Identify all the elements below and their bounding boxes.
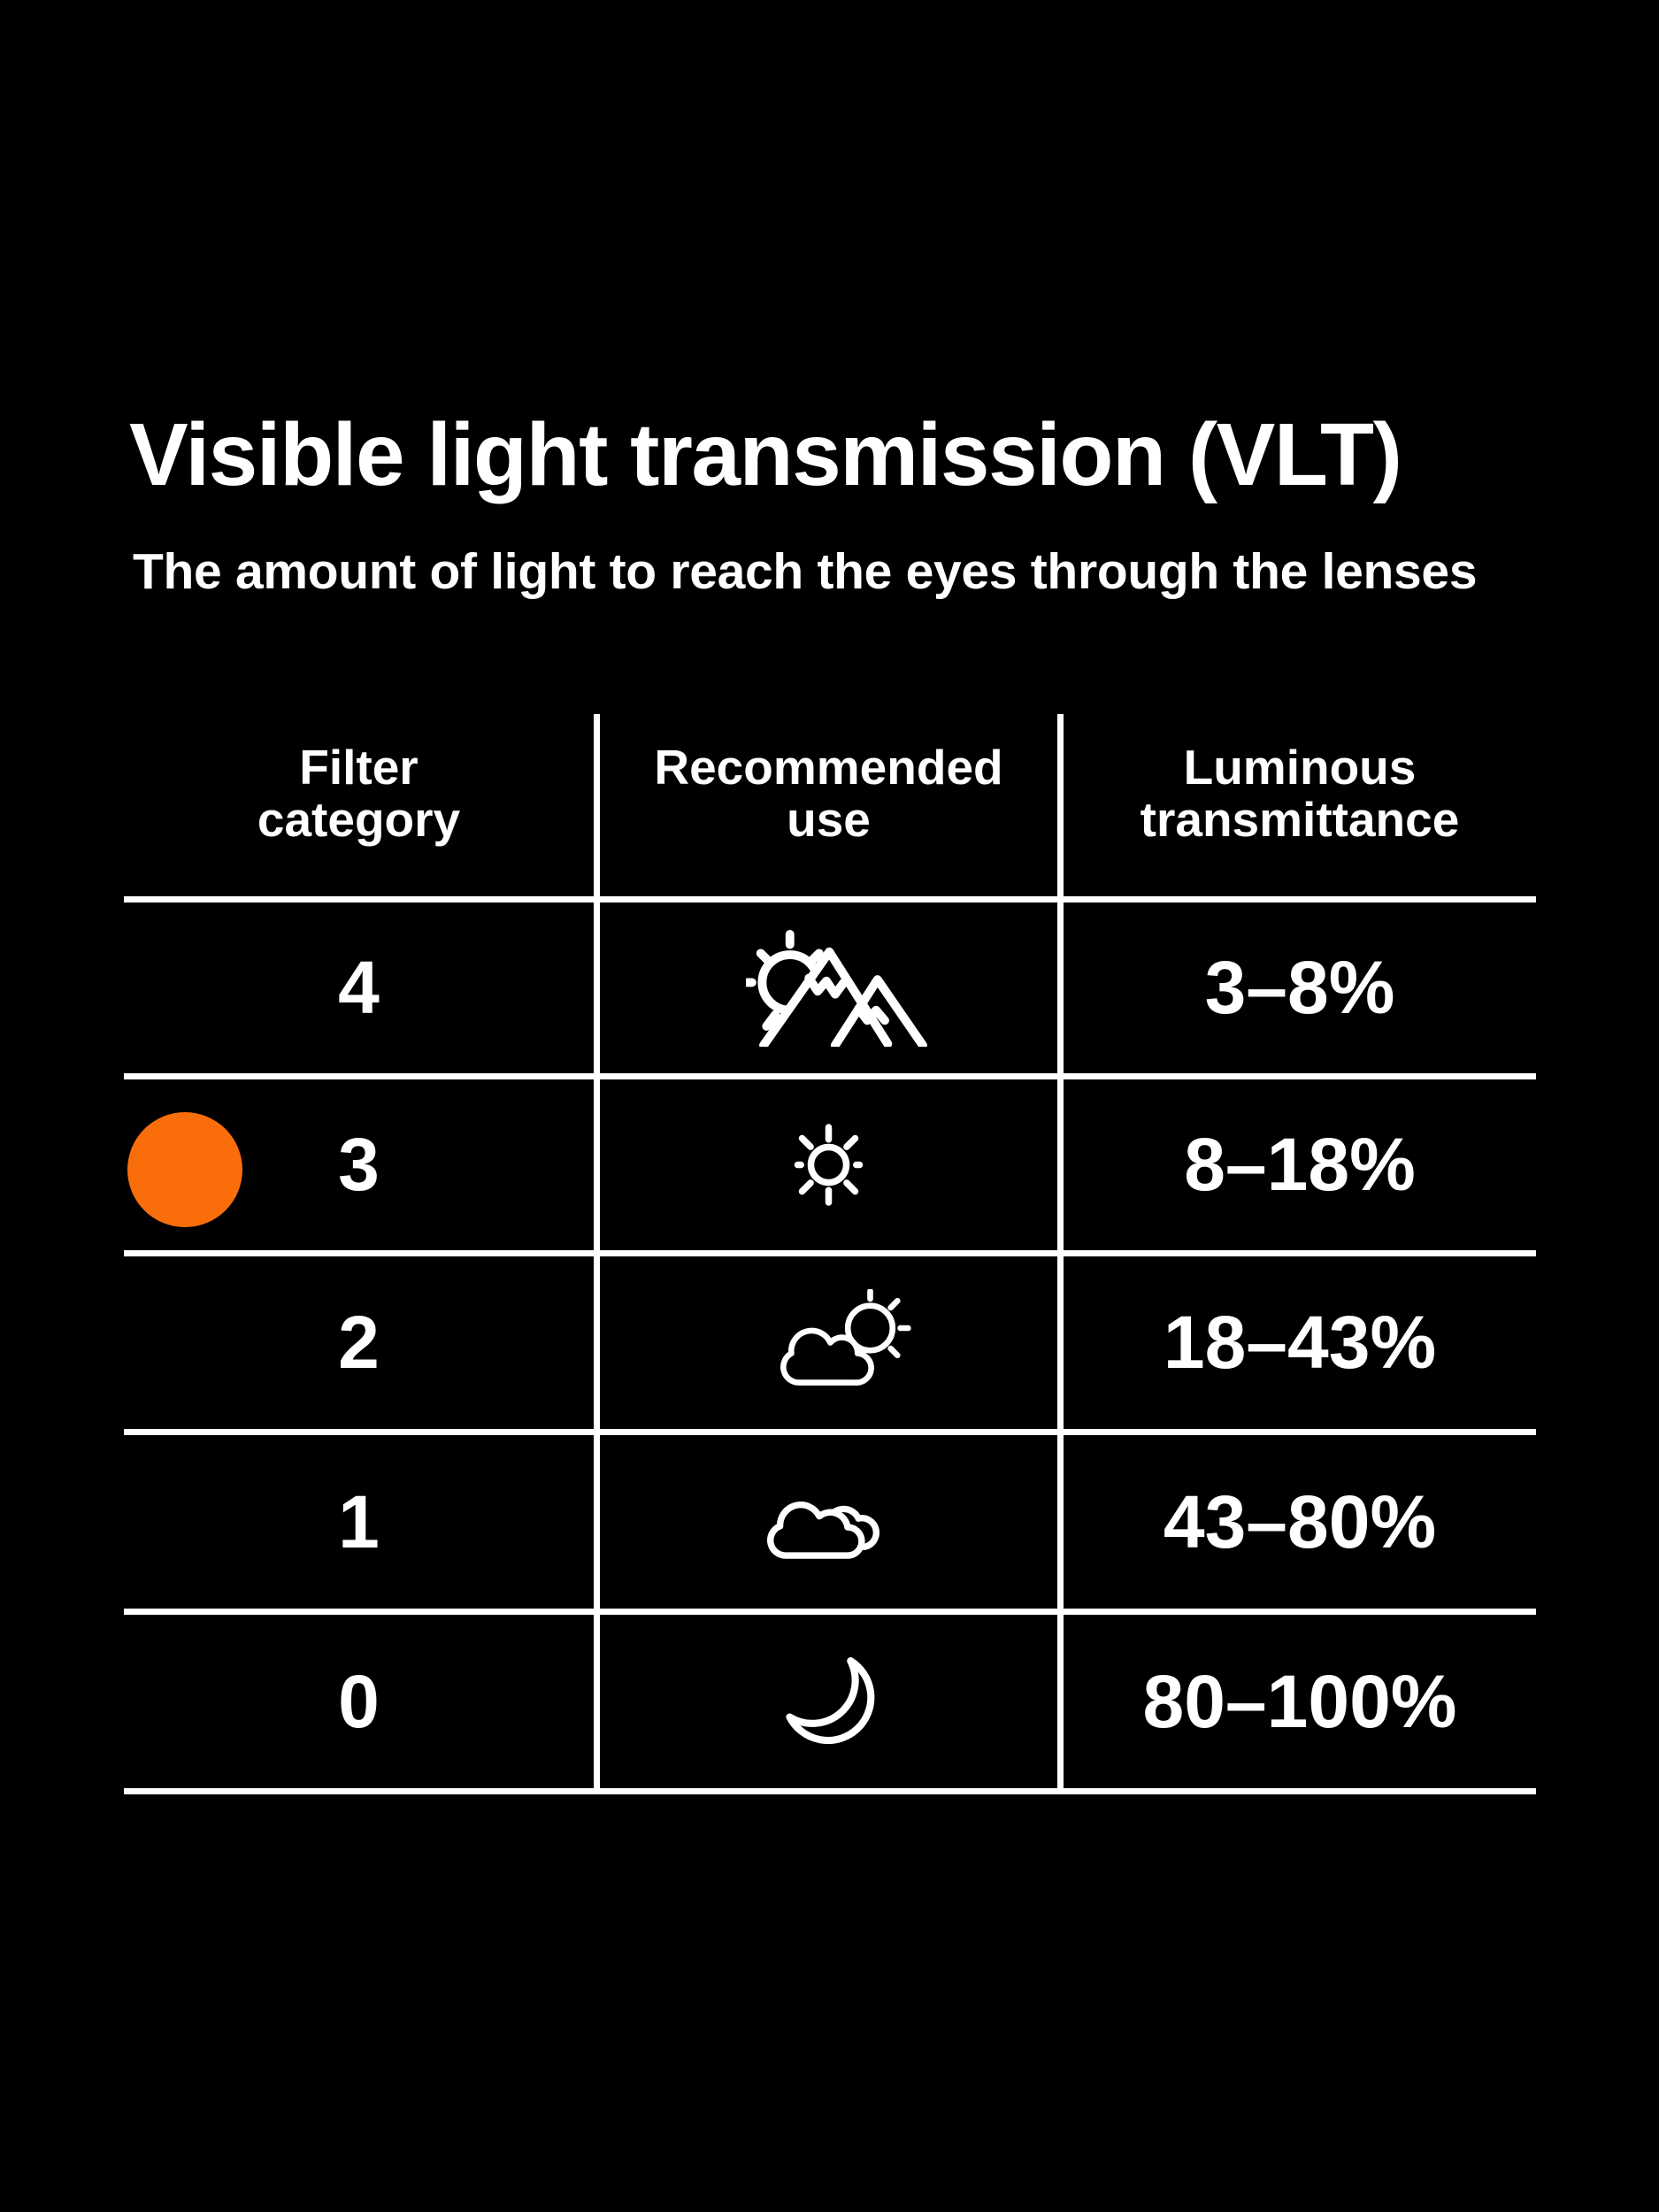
category-value: 0 <box>124 1615 594 1794</box>
category-value: 3 <box>124 1079 594 1256</box>
transmittance-value: 80–100% <box>1064 1615 1536 1794</box>
recommended-use-cell <box>594 1256 1064 1435</box>
page-subtitle: The amount of light to reach the eyes through the lenses <box>133 543 1478 600</box>
recommended-use-cell <box>594 902 1064 1079</box>
column-header-luminous-transmittance <box>1064 714 1536 902</box>
column-header-line: Filter <box>299 739 419 795</box>
page-title: Visible light transmission (VLT) <box>129 405 1402 504</box>
transmittance-value: 8–18% <box>1064 1079 1536 1256</box>
recommended-use-cell <box>594 1615 1064 1794</box>
column-header-line: Recommended <box>654 739 1003 795</box>
selected-category-marker <box>127 1112 242 1227</box>
column-header-line: Luminous <box>1183 739 1417 795</box>
vlt-table <box>124 714 1536 1794</box>
sun-cloud-icon <box>768 1289 914 1396</box>
category-value: 4 <box>124 902 594 1079</box>
sun-icon <box>773 1110 884 1220</box>
column-header-line: category <box>257 792 461 847</box>
column-header-recommended-use <box>594 714 1064 902</box>
column-header-filter-category <box>124 714 594 902</box>
transmittance-value: 18–43% <box>1064 1256 1536 1435</box>
transmittance-value: 43–80% <box>1064 1435 1536 1615</box>
sun-mountains-icon <box>746 930 936 1047</box>
transmittance-value: 3–8% <box>1064 902 1536 1079</box>
column-header-line: transmittance <box>1140 792 1460 847</box>
moon-icon <box>781 1654 877 1749</box>
category-value: 2 <box>124 1256 594 1435</box>
column-header-line: use <box>787 792 871 847</box>
category-value: 1 <box>124 1435 594 1615</box>
cloud-icon <box>758 1471 900 1574</box>
recommended-use-cell <box>594 1435 1064 1615</box>
recommended-use-cell <box>594 1079 1064 1256</box>
